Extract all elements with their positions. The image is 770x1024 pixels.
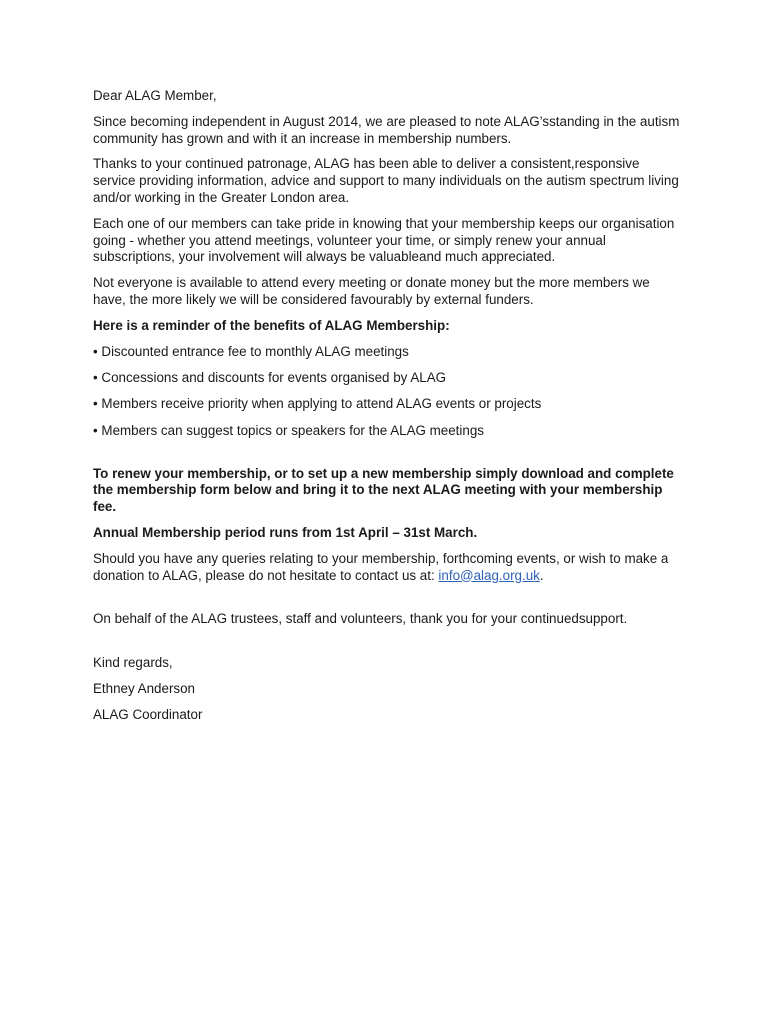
paragraph-independence: Since becoming independent in August 2014, we are pleased to note ALAG’sstanding in the autism community has grown and with it an increase in membership numbers. — [93, 113, 680, 146]
benefit-item: • Discounted entrance fee to monthly ALAG meetings — [93, 343, 409, 359]
benefits-list — [93, 344, 683, 440]
paragraph-patronage: Thanks to your continued patronage, ALAG has been able to deliver a consistent,responsive service providing information, advice and support to many individuals on the autism spectrum living and/or working in the Greater London area. — [93, 156, 679, 205]
letter-greeting: Dear ALAG Member, — [93, 88, 217, 103]
closing: Kind regards, — [93, 655, 173, 671]
paragraph-queries — [93, 551, 683, 585]
signer-name: Ethney Anderson — [93, 680, 195, 696]
benefits-heading: Here is a reminder of the benefits of ALAG Membership: — [93, 317, 450, 333]
benefit-item: • Members can suggest topics or speakers for the ALAG meetings — [93, 422, 484, 438]
paragraph-funders: Not everyone is available to attend every meeting or donate money but the more members we have, the more likely we will be considered favourably by external funders. — [93, 275, 650, 307]
paragraph-members-pride: Each one of our members can take pride in knowing that your membership keeps our organisation going - whether you attend meetings, volunteer your time, or simply renew your annual subscriptions, your involvement will always be valuableand much appreciated. — [93, 215, 675, 265]
queries-text: Should you have any queries relating to your membership, forthcoming events, or wish to make a donation to ALAG, please do not hesitate to contact us at: — [93, 550, 669, 583]
membership-period: Annual Membership period runs from 1st April – 31st March. — [93, 524, 478, 540]
signer-title: ALAG Coordinator — [93, 706, 203, 722]
paragraph-thanks: On behalf of the ALAG trustees, staff and volunteers, thank you for your continuedsupport. — [93, 611, 628, 627]
email-link[interactable]: info@alag.org.uk — [438, 567, 540, 583]
benefit-item: • Concessions and discounts for events organised by ALAG — [93, 369, 447, 385]
benefit-item: • Members receive priority when applying to attend ALAG events or projects — [93, 396, 542, 412]
letter-body — [93, 88, 683, 733]
renewal-instructions: To renew your membership, or to set up a new membership simply download and complete the membership form below and bring it to the next ALAG meeting with your membership fee. — [93, 465, 674, 515]
queries-end: . — [539, 567, 544, 583]
